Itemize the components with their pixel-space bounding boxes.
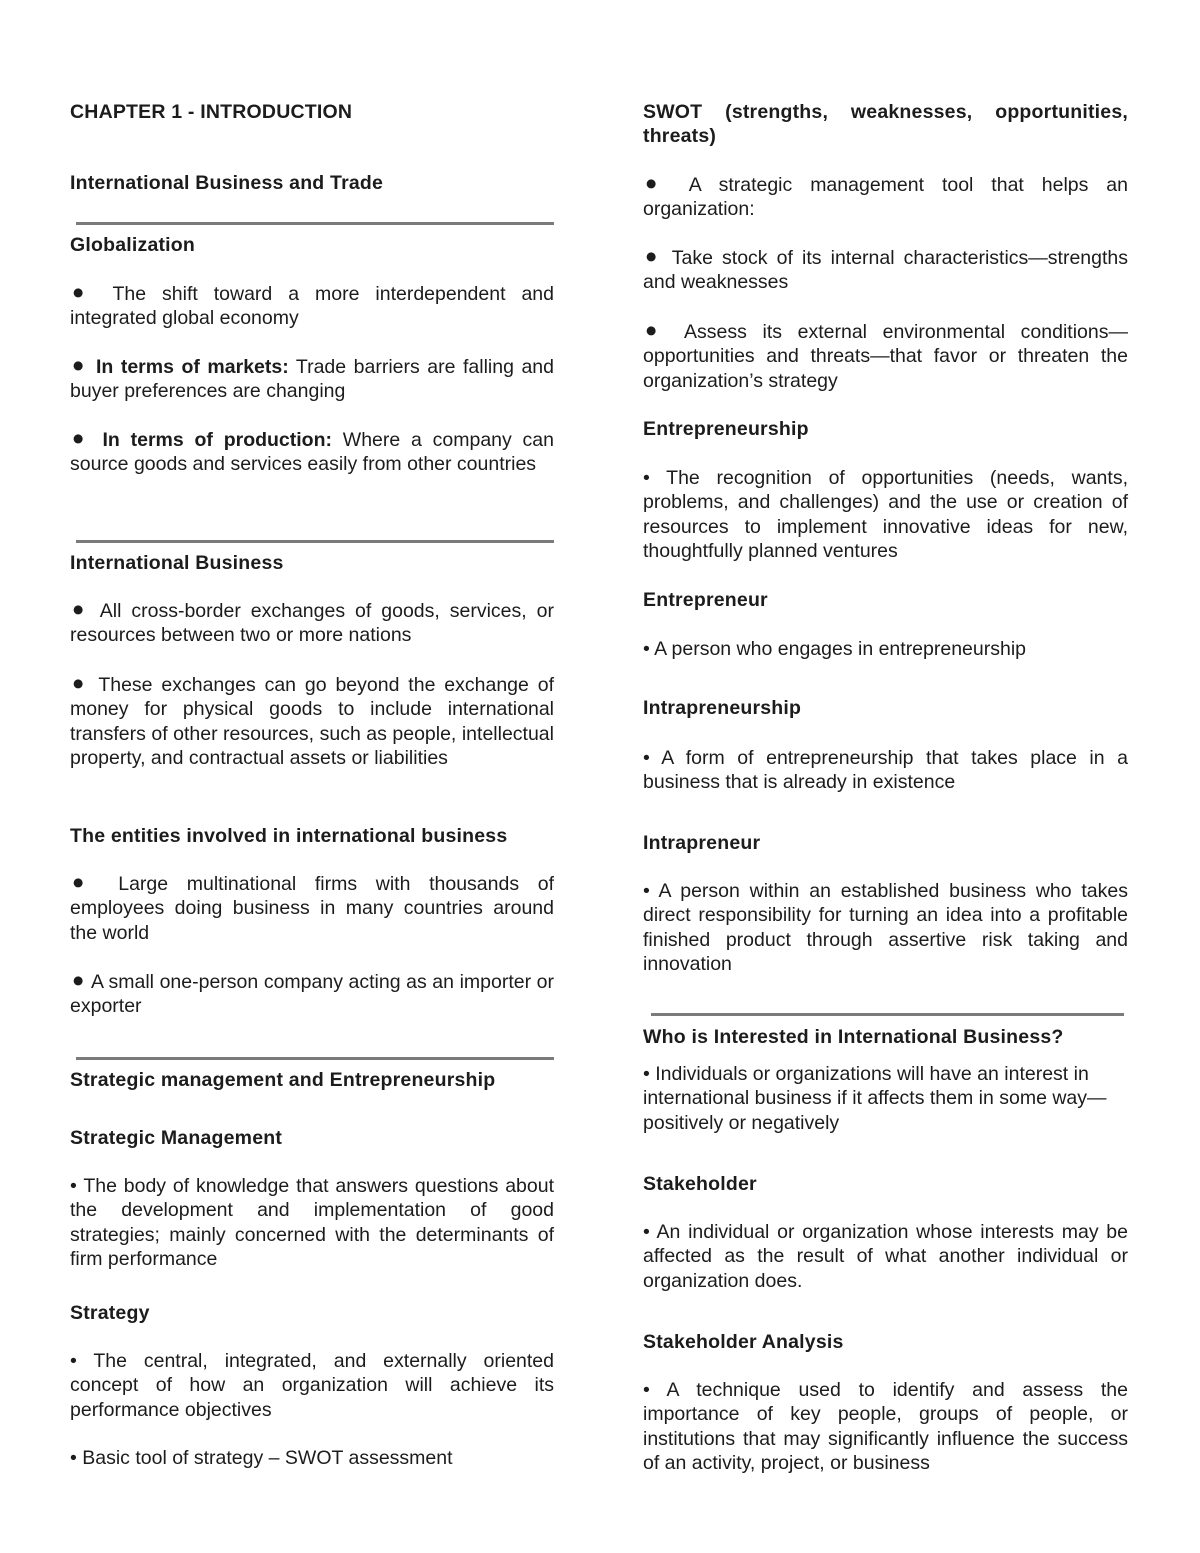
strategic-heading: Strategic management and Entrepreneurship	[70, 1069, 496, 1091]
stakeholder-bullet: • An individual or organization whose interests may be affected as the result of what another individual or organization does.	[643, 1221, 1128, 1292]
intrapreneurship-bullet: • A form of entrepreneurship that takes place in a business that is already in existence	[643, 747, 1128, 794]
international-business-heading: International Business	[70, 552, 284, 574]
strategy-heading: Strategy	[70, 1302, 150, 1324]
bullet-lead: ⚫ In terms of markets:	[70, 356, 289, 378]
strategic-management-heading: Strategic Management	[70, 1127, 283, 1149]
divider	[651, 1013, 1124, 1016]
entrepreneurship-bullet: • The recognition of opportunities (needs, wants, problems, and challenges) and the use or creation of resources to implement innovative ideas for new, thoughtfully planned ventures	[643, 467, 1128, 563]
stakeholder-analysis-bullet: • A technique used to identify and assess the importance of key people, groups of people, or institutions that may significantly influence the success of an activity, project, or business	[643, 1379, 1128, 1475]
who-bullet: • Individuals or organizations will have an interest in international business if it affects them in some way—positively or negatively	[643, 1063, 1107, 1134]
bullet-text: Where a company can source goods and services easily from other countries	[70, 429, 555, 476]
who-heading: Who is Interested in International Business?	[643, 1026, 1064, 1048]
swot-bullet: ⚫ Assess its external environmental conditions—opportunities and threats—that favor or threaten the organization’s strategy	[643, 321, 1128, 392]
strategy-bullet: • Basic tool of strategy – SWOT assessment	[70, 1447, 453, 1469]
entities-bullet: ⚫ Large multinational firms with thousands of employees doing business in many countries around the world	[70, 873, 554, 944]
entrepreneurship-heading: Entrepreneurship	[643, 418, 809, 440]
chapter-title: CHAPTER 1 - INTRODUCTION	[70, 101, 353, 123]
section-title: International Business and Trade	[70, 172, 384, 194]
stakeholder-analysis-heading: Stakeholder Analysis	[643, 1331, 844, 1353]
international-business-bullet: ⚫ All cross-border exchanges of goods, services, or resources between two or more nations	[70, 600, 554, 647]
divider	[76, 540, 554, 543]
entities-heading: The entities involved in international business	[70, 825, 508, 847]
strategic-management-bullet: • The body of knowledge that answers questions about the development and implementation of good strategies; mainly concerned with the determinants of firm performance	[70, 1175, 554, 1271]
stakeholder-heading: Stakeholder	[643, 1173, 757, 1195]
divider	[76, 222, 554, 225]
swot-bullet: ⚫ A strategic management tool that helps an organization:	[643, 174, 1128, 221]
intrapreneurship-heading: Intrapreneurship	[643, 697, 802, 719]
globalization-bullet	[70, 355, 554, 404]
globalization-bullet: ⚫ The shift toward a more interdependent and integrated global economy	[70, 283, 554, 330]
divider	[76, 1057, 554, 1060]
globalization-bullet	[70, 428, 554, 477]
strategy-bullet: • The central, integrated, and externally oriented concept of how an organization will achieve its performance objectives	[70, 1350, 554, 1421]
globalization-heading: Globalization	[70, 234, 196, 256]
international-business-bullet: ⚫ These exchanges can go beyond the exchange of money for physical goods to include international transfers of other resources, such as people, intellectual property, and contractual assets or liabilities	[70, 674, 554, 770]
bullet-text: Trade barriers are falling and buyer preferences are changing	[70, 356, 555, 403]
entities-bullet: ⚫ A small one-person company acting as an importer or exporter	[70, 971, 554, 1018]
swot-heading: SWOT (strengths, weaknesses, opportunities, threats)	[643, 101, 1128, 148]
bullet-lead: ⚫ In terms of production:	[70, 429, 333, 451]
intrapreneur-heading: Intrapreneur	[643, 832, 761, 854]
entrepreneur-bullet: • A person who engages in entrepreneurship	[643, 638, 1027, 660]
intrapreneur-bullet: • A person within an established business who takes direct responsibility for turning an idea into a profitable finished product through assertive risk taking and innovation	[643, 880, 1128, 976]
swot-bullet: ⚫ Take stock of its internal characteristics—strengths and weaknesses	[643, 247, 1128, 294]
entrepreneur-heading: Entrepreneur	[643, 589, 768, 611]
